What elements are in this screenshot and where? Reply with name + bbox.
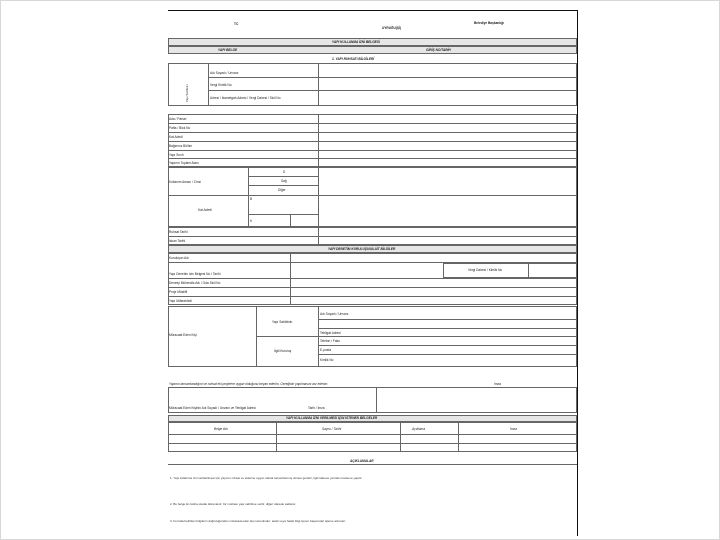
section2-row: Proje Müellifi bbox=[169, 290, 188, 294]
page-right-border bbox=[577, 10, 578, 536]
section2-row: Denetçi Mühendis Adı / Oda Sicil No bbox=[169, 281, 221, 285]
applicant-group: İlgili Kuruluş bbox=[274, 349, 292, 353]
declaration-divider bbox=[376, 387, 377, 413]
owner-row-1: Adı Soyadı / Unvanı bbox=[210, 71, 239, 75]
declaration-sign: İmza bbox=[494, 382, 501, 386]
dates-line bbox=[168, 236, 577, 237]
date-label: İskan Tarihi bbox=[169, 239, 186, 243]
fields-line-5 bbox=[168, 158, 577, 159]
section2-block bbox=[168, 253, 577, 305]
section3-col-divider bbox=[458, 422, 459, 452]
section4-note: 3. Formda belirtilen bilgilerin doğruluğundan müracaat eden kişi sorumludur; eksik veya hatalı bilgi içeren başvurular işleme alınmaz. bbox=[170, 519, 346, 523]
owner-row-line-2 bbox=[208, 90, 577, 91]
section3-col-divider bbox=[400, 422, 401, 452]
date-label: Ruhsat Tarihi bbox=[169, 230, 188, 234]
section1-sub-left: YAPI BELGE bbox=[218, 48, 238, 52]
applicant-line-1 bbox=[318, 319, 577, 320]
section2-row: Kuruluşun Adı bbox=[169, 256, 189, 260]
applicant-line-3 bbox=[318, 345, 577, 346]
applicant-mid-line bbox=[256, 336, 577, 337]
section2-line-4 bbox=[168, 296, 577, 297]
section3-row-line bbox=[168, 434, 577, 435]
section2-line-3 bbox=[168, 287, 577, 288]
fields-line-3 bbox=[168, 141, 577, 142]
applicant-detail: E-posta bbox=[320, 348, 331, 352]
owner-row-2: Vergi Kimlik No bbox=[210, 83, 232, 87]
usage-divider-3 bbox=[290, 214, 291, 227]
owner-row-line-1 bbox=[208, 77, 577, 78]
usage-option: Diğer bbox=[278, 188, 286, 192]
field-label: Yapı Sınıfı bbox=[169, 153, 184, 157]
section3-column-header: Açıklama bbox=[412, 427, 426, 431]
applicant-detail: Tebligat Adresi bbox=[320, 331, 341, 335]
section3-column-header: Sayısı / Tarihi bbox=[322, 427, 342, 431]
usage-line-4 bbox=[248, 214, 318, 215]
declaration-line: Yapının tamamlandığını ve ruhsat eki projelere uygun olduğunu beyan ederim. Gereğinin yapılmasını arz ederim. bbox=[169, 382, 329, 386]
declaration-footer-label: Müracaat Eden Kişinin Adı Soyadı / Unvanı ve Tebligat Adresi bbox=[169, 406, 256, 410]
usage-line-1 bbox=[248, 176, 318, 177]
usage-line-2 bbox=[248, 185, 318, 186]
field-label: Ada / Parsel bbox=[169, 117, 187, 121]
applicant-line-4 bbox=[318, 354, 577, 355]
section4-rule bbox=[168, 464, 577, 465]
applicant-detail: Adı Soyadı / Unvanı bbox=[320, 312, 349, 316]
form-document bbox=[168, 10, 578, 536]
field-label: Pafta / Blok No bbox=[169, 126, 191, 130]
floors-label: Kat Adedi bbox=[198, 208, 212, 212]
section2-side-box bbox=[443, 263, 577, 278]
section2-title: YAPI DENETİM KURULUŞUNA AİT BİLGİLER bbox=[328, 247, 396, 251]
header-left: TC bbox=[234, 22, 239, 26]
owner-row-3: Adresi / İkametgah Adresi / Vergi Dairesi / Sicil No bbox=[210, 96, 281, 100]
usage-block bbox=[168, 167, 577, 227]
page-top-border bbox=[168, 10, 578, 11]
field-label: Bağımsız Bölüm bbox=[169, 144, 193, 148]
applicant-detail: Telefon / Faks bbox=[320, 339, 340, 343]
section2-side-divider bbox=[528, 263, 529, 278]
section2-row: Yapı Denetim İzin Belgesi No / Tarihi bbox=[169, 272, 221, 276]
applicant-group: Yapı Sahibinin bbox=[272, 320, 293, 324]
section1-subtitle: 1. YAPI RUHSATI BİLGİLERİ bbox=[332, 57, 375, 61]
section1-title: YAPI KULLANMA İZNİ BELGESİ bbox=[332, 40, 380, 44]
section4-title: AÇIKLAMALAR bbox=[350, 459, 374, 463]
section3-col-divider bbox=[276, 422, 277, 452]
owner-label-divider bbox=[208, 63, 209, 106]
fields-line-4 bbox=[168, 150, 577, 151]
section3-column-header: Belge Adı bbox=[214, 427, 228, 431]
usage-divider-2 bbox=[318, 167, 319, 227]
applicant-detail: Kimlik No bbox=[320, 358, 334, 362]
owner-value-divider bbox=[318, 63, 319, 106]
applicant-main-label: Müracaat Eden Kişi bbox=[169, 333, 197, 337]
fields-line-2 bbox=[168, 132, 577, 133]
usage-option: Sağ bbox=[281, 179, 287, 183]
header-right: Belediye Başkanlığı bbox=[474, 21, 504, 25]
fields-line-1 bbox=[168, 123, 577, 124]
declaration-footer-date: Tarih / İmza bbox=[308, 406, 325, 410]
section2-side-note: Vergi Dairesi / Kimlik No bbox=[468, 268, 503, 272]
section4-note: 1. Yapı kullanma izni verilebilmesi için yapının ruhsat ve eklerine uygun olarak tamamlanmış olması gerekir; ilgili idarece yerinde inceleme yapılır. bbox=[170, 476, 363, 480]
usage-option: D bbox=[283, 170, 286, 174]
section2-row: Yapı Müteahhidi bbox=[169, 299, 192, 303]
section2-line-2 bbox=[168, 278, 577, 279]
section3-title: YAPI KULLANMA İZNİ VERİLMESİ İÇİN İSTENEN BELGELER bbox=[286, 416, 378, 420]
floor-mark: B bbox=[250, 197, 253, 201]
header-center: UYRUĞU(Şİ) bbox=[382, 26, 401, 30]
floor-mark: K bbox=[250, 219, 253, 223]
section3-column-header: İmza bbox=[510, 427, 517, 431]
field-label: Kat Adedi bbox=[169, 135, 183, 139]
section4-note: 2. Bu belge iki nüsha olarak düzenlenir; bir nüshası yapı sahibine verilir, diğeri idarede saklanır. bbox=[170, 502, 297, 506]
usage-line-3 bbox=[168, 195, 577, 196]
section1-sub-right: GİRİŞ NO/TARİH bbox=[426, 48, 451, 52]
usage-label: Kullanım Amacı / Cinsi bbox=[169, 180, 201, 184]
owner-vertical-label: Yapı Sahibinin bbox=[185, 84, 189, 102]
field-label: Yapının Toplam Alanı bbox=[169, 161, 199, 165]
section3-row-line bbox=[168, 443, 577, 444]
applicant-line-2 bbox=[318, 328, 577, 329]
section2-divider bbox=[290, 253, 291, 305]
